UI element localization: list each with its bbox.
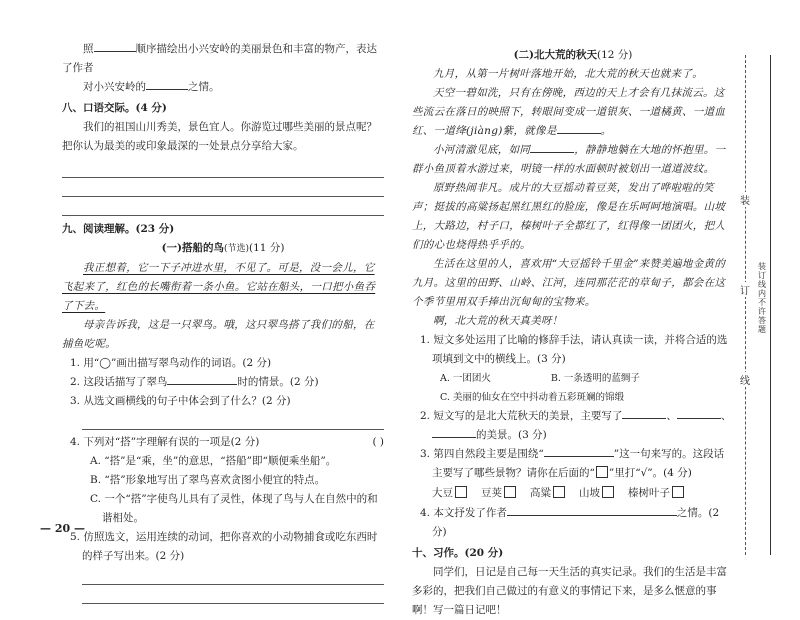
passage-2-p6: 啊，北大荒的秋天真美呀！: [433, 315, 563, 327]
left-column: [62, 40, 384, 607]
answer-line[interactable]: [82, 588, 384, 604]
intro-line-2: 对小兴安岭的 之情。: [62, 78, 384, 97]
answer-line[interactable]: [82, 569, 384, 585]
passage-2-p4: 原野热闹非凡。成片的大豆摇动着豆荚，发出了哗啦啦的笑声；挺拔的高粱扬起黑红黑红的脸庞，像是在乐呵呵地演唱。山坡上，大路边，村子口，榛树叶子全都红了，红得像一团团火，把人们的心也烧得热乎乎的。: [412, 182, 726, 251]
section-8-title: 八、口语交际。(4 分): [62, 102, 167, 114]
part-1-title: (一)搭船的鸟(节选)(11 分): [161, 242, 285, 254]
checkbox[interactable]: [504, 486, 516, 498]
answer-blank[interactable]: [544, 445, 614, 457]
option-4a: A. “搭”是“乘，坐”的意思，“搭船”即“顺便乘坐船”。: [90, 455, 337, 467]
question-2: 2. 这段话描写了翠鸟 时的情景。(2 分): [62, 373, 384, 392]
right-question-2: 2. 短文写的是北大荒秋天的美景，主要写了 、 、的美景。(3 分): [412, 407, 734, 445]
answer-blank[interactable]: [507, 504, 677, 516]
checkbox-row: 大豆 豆荚 高粱 山坡 榛树叶子: [412, 483, 734, 504]
question-5: 5. 仿照选文，运用连续的动词，把你喜欢的小动物捕食或吃东西时的样子写出来。(2 分): [70, 531, 378, 562]
answer-line[interactable]: [62, 181, 384, 197]
checkbox-icon: [596, 466, 608, 478]
binding-char-xian: 线: [738, 372, 752, 387]
option-1c: C. 美丽的仙女在空中抖动着五彩斑斓的锦缎: [440, 392, 624, 403]
answer-blank[interactable]: [677, 407, 721, 419]
answer-blank[interactable]: [557, 122, 601, 134]
passage-2-p2: 天空一碧如洗，只有在傍晚，西边的天上才会有几抹流云。这些流云在落日的映照下，转眼间变成一道银灰、一道橘黄、一道血红、一道绛(jiàng)紫，就像是 。: [412, 87, 726, 137]
passage-paragraph-2: 母亲告诉我，这是一只翠鸟。哦，这只翠鸟搭了我们的船，在捕鱼吃呢。: [62, 319, 375, 350]
checkbox[interactable]: [553, 486, 565, 498]
passage-paragraph-1: 我正想着，它一下子冲进水里，不见了。可是，没一会儿，它飞起来了，红色的长嘴衔着一条小鱼。它站在船头，一口把小鱼吞了下去。: [62, 262, 376, 312]
passage-2-p5: 生活在这里的人，喜欢用“大豆摇铃千里金”来赞美遍地金黄的九月。这里的田野、山岭、江河，连同那茫茫的草甸子，都会在这个季节里用双手捧出沉甸甸的宝物来。: [412, 258, 726, 308]
answer-paren[interactable]: ( ): [372, 436, 384, 448]
question-4: 4. 下列对“搭”字理解有误的一项是(2 分) ( ): [62, 433, 384, 452]
answer-line[interactable]: [62, 200, 384, 216]
section-10-text: 同学们，日记是自己每一天生活的真实记录。我们的生活是丰富多彩的，把我们自己做过的有意义的事情记下来，是多么惬意的事啊！写一篇日记吧！: [412, 566, 727, 616]
section-9-title: 九、阅读理解。(23 分): [62, 223, 175, 235]
answer-line[interactable]: [82, 414, 384, 430]
answer-line[interactable]: [62, 162, 384, 178]
option-4b: B. “搭”形象地写出了翠鸟喜欢贪图小便宜的特点。: [90, 474, 326, 486]
binding-dashed-line: [745, 55, 746, 555]
answer-blank[interactable]: [530, 141, 574, 153]
answer-blank[interactable]: [94, 40, 136, 52]
binding-solid-line: [770, 55, 771, 555]
intro-line-1: 照 顺序描绘出小兴安岭的美丽景色和丰富的物产，表达了作者: [62, 40, 384, 78]
right-question-1: 1. 短文多处运用了比喻的修辞手法，请认真读一读，并将合适的选项填到文中的横线上。(3 分): [420, 334, 728, 365]
binding-char-ding: 订: [738, 282, 752, 297]
question-3: 3. 从选文画横线的句子中体会到了什么？(2 分): [70, 395, 291, 407]
passage-2-p3: 小河清澈见底，如同 ，静静地躺在大地的怀抱里。一群小鱼顶着水游过来，明镜一样的水面顿时被划出一道道波纹。: [412, 141, 734, 179]
option-1a-1b: A. 一团团火 B. 一条透明的蓝绸子: [440, 373, 640, 384]
right-question-3: 3. 第四自然段主要是围绕“ ”这一句来写的。这段话主要写了哪些景物？请你在后面的“ ”里打“√”。(4 分): [412, 445, 734, 483]
checkbox[interactable]: [672, 486, 684, 498]
passage-2-p1: 九月，从第一片树叶落地开始，北大荒的秋天也就来了。: [433, 68, 703, 80]
right-column: [412, 46, 734, 620]
part-2-title: (二)北大荒的秋天(12 分): [513, 49, 633, 61]
checkbox[interactable]: [602, 486, 614, 498]
page-number: — 20 —: [40, 522, 85, 535]
checkbox[interactable]: [455, 486, 467, 498]
right-question-4: 4. 本文抒发了作者 之情。(2 分): [412, 504, 734, 542]
answer-blank[interactable]: [432, 426, 476, 438]
option-4c: C. 一个“搭”字使鸟儿具有了灵性，体现了鸟与人在自然中的和谐相处。: [90, 493, 378, 524]
question-1: 1. 用“◯”画出描写翠鸟动作的词语。(2 分): [70, 357, 272, 369]
answer-blank[interactable]: [146, 78, 188, 90]
answer-blank[interactable]: [167, 373, 237, 385]
binding-vertical-note: 装订线内不许答题: [758, 262, 766, 334]
section-8-text: 我们的祖国山川秀美，景色宜人。你游览过哪些美丽的景点呢？把你认为最美的或印象最深的一处景点分享给大家。: [62, 121, 377, 152]
answer-blank[interactable]: [622, 407, 666, 419]
section-10-title: 十、习作。(20 分): [412, 547, 504, 559]
binding-char-zhuang: 装: [738, 192, 752, 207]
